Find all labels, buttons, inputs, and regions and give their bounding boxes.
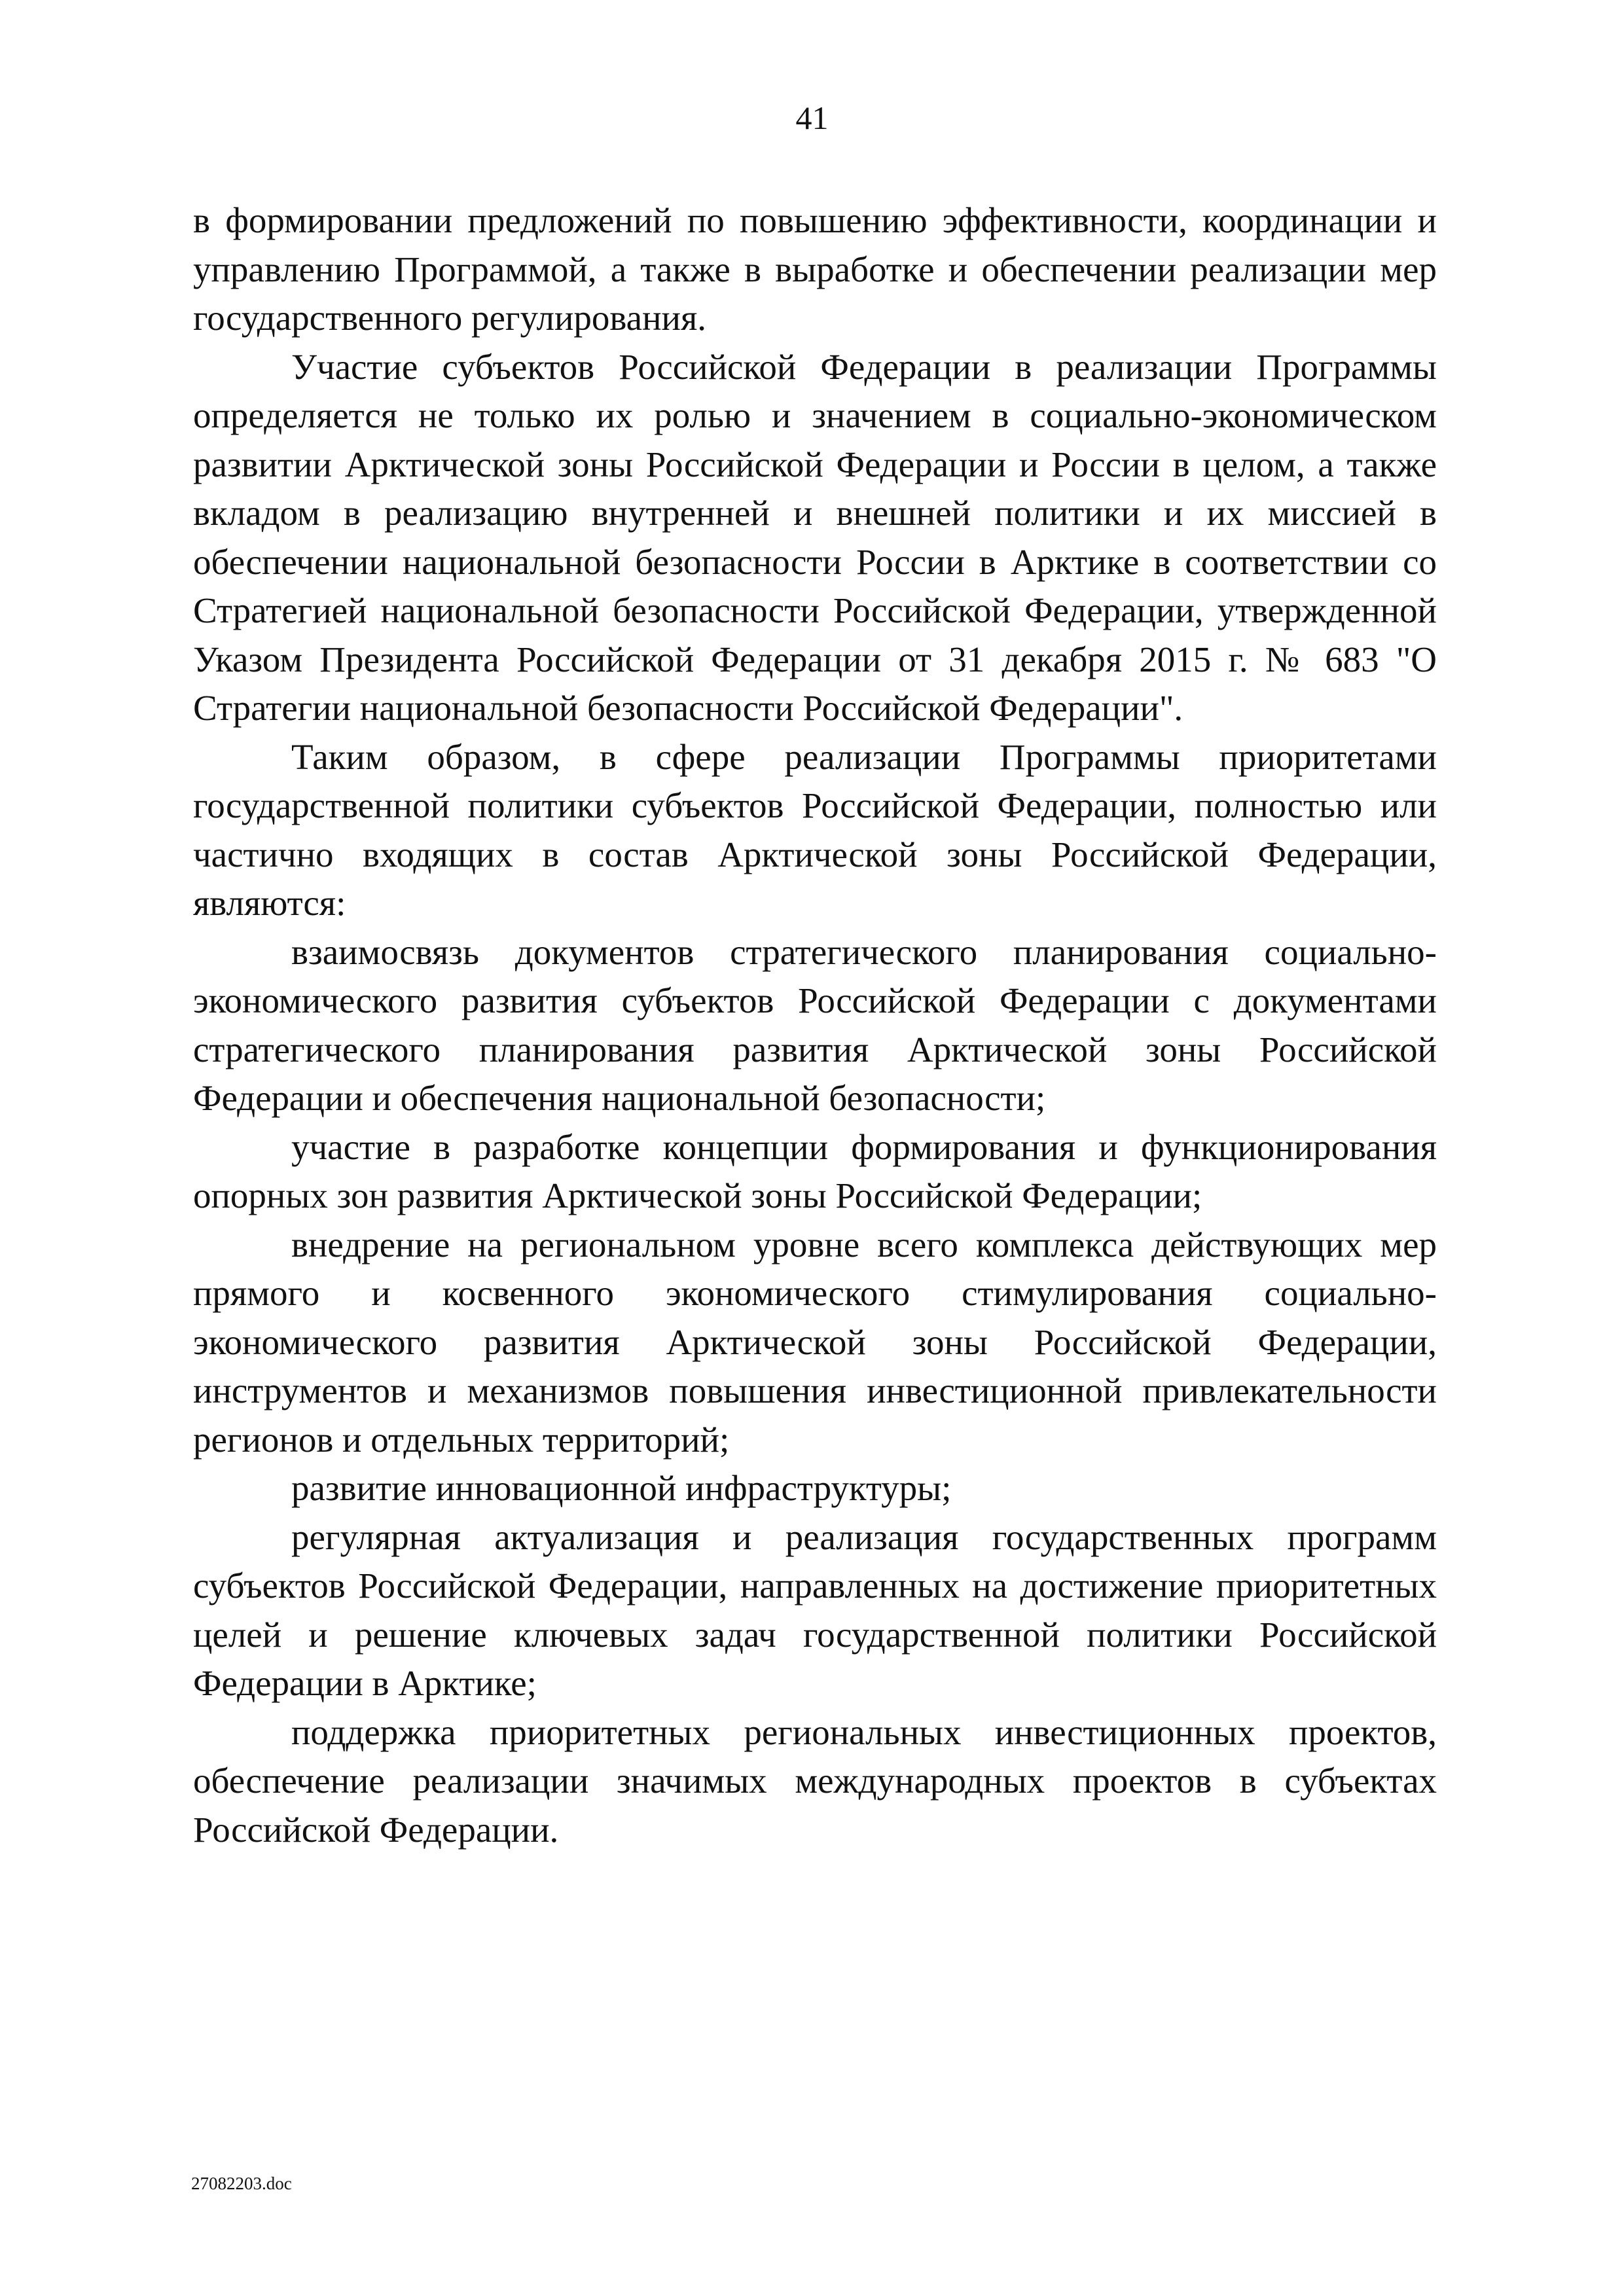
page-number: 41	[795, 99, 829, 136]
paragraph-participation: Участие субъектов Российской Федерации в реализации Программы определяется не только их ролью и значением в социально-экономическом развитии Арктической зоны Российской Федерации и России в целом, а также вкладом в реализацию внутренней и внешней политики и их миссией в обеспечении национальной безопасности России в Арктике в соответствии со Стратегией национальной безопасности Российской Федерации, утвержденной Указом Президента Российской Федерации от 31 декабря 2015 г. № 683 "О Стратегии национальной безопасности Российской Федерации".	[193, 346, 1437, 728]
document-body	[193, 196, 1437, 1854]
list-item-state-programs: регулярная актуализация и реализация государственных программ субъектов Российской Федерации, направленных на достижение приоритетных целей и решение ключевых задач государственной политики Российской Федерации в Арктике;	[193, 1516, 1437, 1703]
list-item-documents-link: взаимосвязь документов стратегического планирования социально-экономического развития субъектов Российской Федерации с документами стратегического планирования развития Арктической зоны Российской Федерации и обеспечения национальной безопасности;	[193, 931, 1437, 1118]
paragraph-continuation: в формировании предложений по повышению эффективности, координации и управлению Программой, а также в выработке и обеспечении реализации мер государственного регулирования.	[193, 200, 1437, 338]
file-name-footer: 27082203.doc	[191, 2174, 292, 2193]
list-item-innovation: развитие инновационной инфраструктуры;	[291, 1468, 952, 1508]
list-item-stimulus-measures: внедрение на региональном уровне всего комплекса действующих мер прямого и косвенного экономического стимулирования социально-экономического развития Арктической зоны Российской Федерации, инструментов и механизмов повышения инвестиционной привлекательности регионов и отдельных территорий;	[193, 1224, 1437, 1460]
list-item-investment-projects: поддержка приоритетных региональных инвестиционных проектов, обеспечение реализации значимых международных проектов в субъектах Российской Федерации.	[193, 1712, 1437, 1850]
paragraph-priorities-intro: Таким образом, в сфере реализации Программы приоритетами государственной политики субъектов Российской Федерации, полностью или частично входящих в состав Арктической зоны Российской Федерации, являются:	[193, 736, 1437, 923]
list-item-support-zones: участие в разработке концепции формирования и функционирования опорных зон развития Арктической зоны Российской Федерации;	[193, 1126, 1437, 1215]
